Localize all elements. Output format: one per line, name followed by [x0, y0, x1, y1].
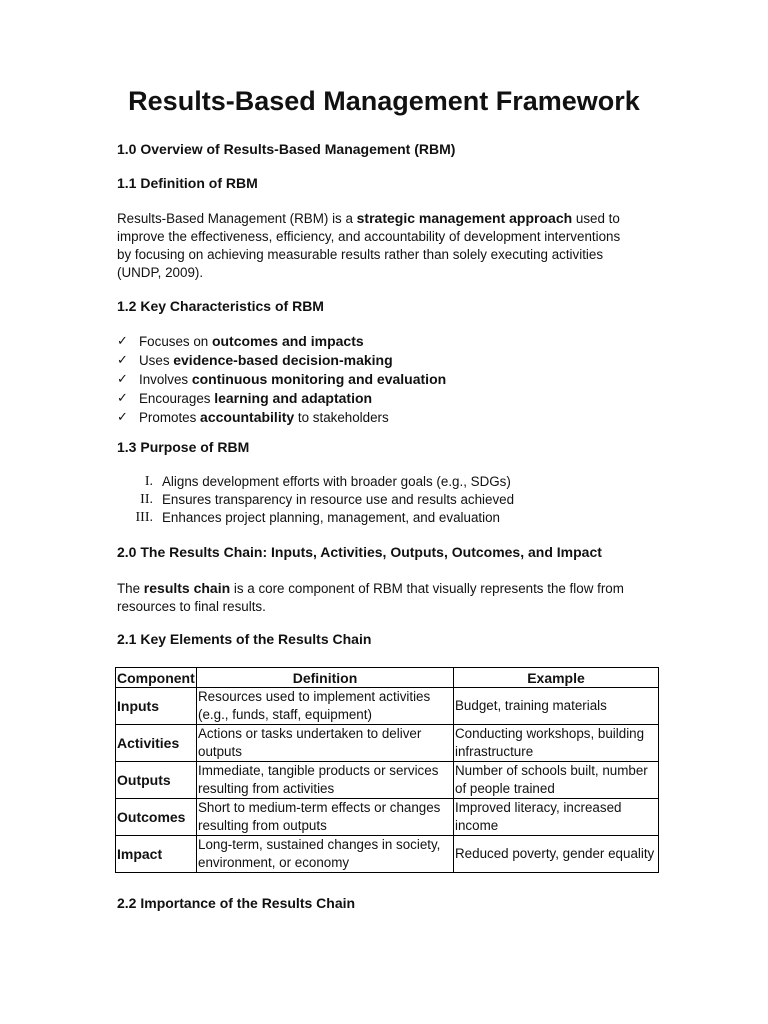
example-cell: Budget, training materials [454, 688, 659, 725]
heading-definition: 1.1 Definition of RBM [117, 175, 258, 191]
component-cell: Outputs [116, 762, 197, 799]
item-emphasis: continuous monitoring and evaluation [191, 371, 447, 387]
table-row [116, 725, 659, 762]
definition-cell: Short to medium-term effects or changes resulting from outputs [197, 799, 454, 836]
definition-emphasis: strategic management approach [356, 210, 573, 226]
definition-text-post: used to improve the effectiveness, efficiency, and accountability of development interventions by focusing on achieving measurable results rather than solely executing activities (UNDP, 2009). [117, 211, 621, 280]
item-text: Ensures transparency in resource use and results achieved [162, 492, 515, 507]
list-item [117, 509, 514, 527]
list-item [117, 370, 446, 389]
roman-numeral: II. [140, 492, 153, 507]
table-header-row [116, 668, 659, 688]
document-title: Results-Based Management Framework [128, 86, 640, 116]
item-text: Enhances project planning, management, and evaluation [162, 510, 500, 525]
list-item [117, 491, 514, 509]
heading-results-chain: 2.0 The Results Chain: Inputs, Activities, Outputs, Outcomes, and Impact [117, 544, 602, 560]
intro-text-post: is a core component of RBM that visually represents the flow from resources to final results. [117, 581, 624, 614]
component-cell: Inputs [116, 688, 197, 725]
component-cell: Outcomes [116, 799, 197, 836]
heading-characteristics: 1.2 Key Characteristics of RBM [117, 298, 324, 314]
item-text: Uses [139, 353, 174, 368]
table-row [116, 836, 659, 873]
item-emphasis: accountability [200, 409, 295, 425]
item-text: Focuses on [139, 334, 212, 349]
list-item [117, 332, 446, 351]
item-text: Aligns development efforts with broader goals (e.g., SDGs) [162, 474, 511, 489]
table-row [116, 762, 659, 799]
roman-numeral: I. [144, 474, 153, 489]
item-text: Encourages [139, 391, 215, 406]
definition-cell: Long-term, sustained changes in society, environment, or economy [197, 836, 454, 873]
definition-cell: Resources used to implement activities (e.g., funds, staff, equipment) [197, 688, 454, 725]
list-item [117, 408, 446, 427]
list-item [117, 389, 446, 408]
item-text: Involves [139, 372, 192, 387]
example-cell: Reduced poverty, gender equality [454, 836, 659, 873]
intro-emphasis: results chain [143, 580, 231, 596]
item-emphasis: learning and adaptation [214, 390, 373, 406]
definition-cell: Immediate, tangible products or services resulting from activities [197, 762, 454, 799]
list-item [117, 351, 446, 370]
item-emphasis: evidence-based decision-making [173, 352, 393, 368]
table-row [116, 799, 659, 836]
characteristics-list [117, 332, 446, 427]
example-cell: Improved literacy, increased income [454, 799, 659, 836]
column-header-component: Component [117, 669, 195, 686]
component-cell: Impact [116, 836, 197, 873]
results-chain-table [115, 667, 659, 873]
checkmark-icon: ✓ [117, 352, 128, 367]
purpose-list [117, 473, 514, 527]
component-cell: Activities [116, 725, 197, 762]
table-row [116, 688, 659, 725]
checkmark-icon: ✓ [117, 390, 128, 405]
heading-overview: 1.0 Overview of Results-Based Management (RBM) [117, 141, 456, 157]
heading-importance: 2.2 Importance of the Results Chain [117, 895, 356, 911]
column-header-example: Example [454, 668, 659, 688]
definition-cell: Actions or tasks undertaken to deliver outputs [197, 725, 454, 762]
intro-text-pre: The [117, 581, 144, 596]
checkmark-icon: ✓ [117, 333, 128, 348]
item-text: to stakeholders [294, 410, 389, 425]
item-text: Promotes [139, 410, 201, 425]
checkmark-icon: ✓ [117, 409, 128, 424]
heading-key-elements: 2.1 Key Elements of the Results Chain [117, 631, 372, 647]
definition-text-pre: Results-Based Management (RBM) is a [117, 211, 357, 226]
roman-numeral: III. [135, 510, 153, 525]
definition-paragraph [117, 209, 637, 282]
results-chain-paragraph [117, 579, 637, 616]
item-emphasis: outcomes and impacts [211, 333, 364, 349]
list-item [117, 473, 514, 491]
example-cell: Conducting workshops, building infrastructure [454, 725, 659, 762]
checkmark-icon: ✓ [117, 371, 128, 386]
example-cell: Number of schools built, number of people trained [454, 762, 659, 799]
column-header-definition: Definition [197, 668, 454, 688]
heading-purpose: 1.3 Purpose of RBM [117, 439, 250, 455]
